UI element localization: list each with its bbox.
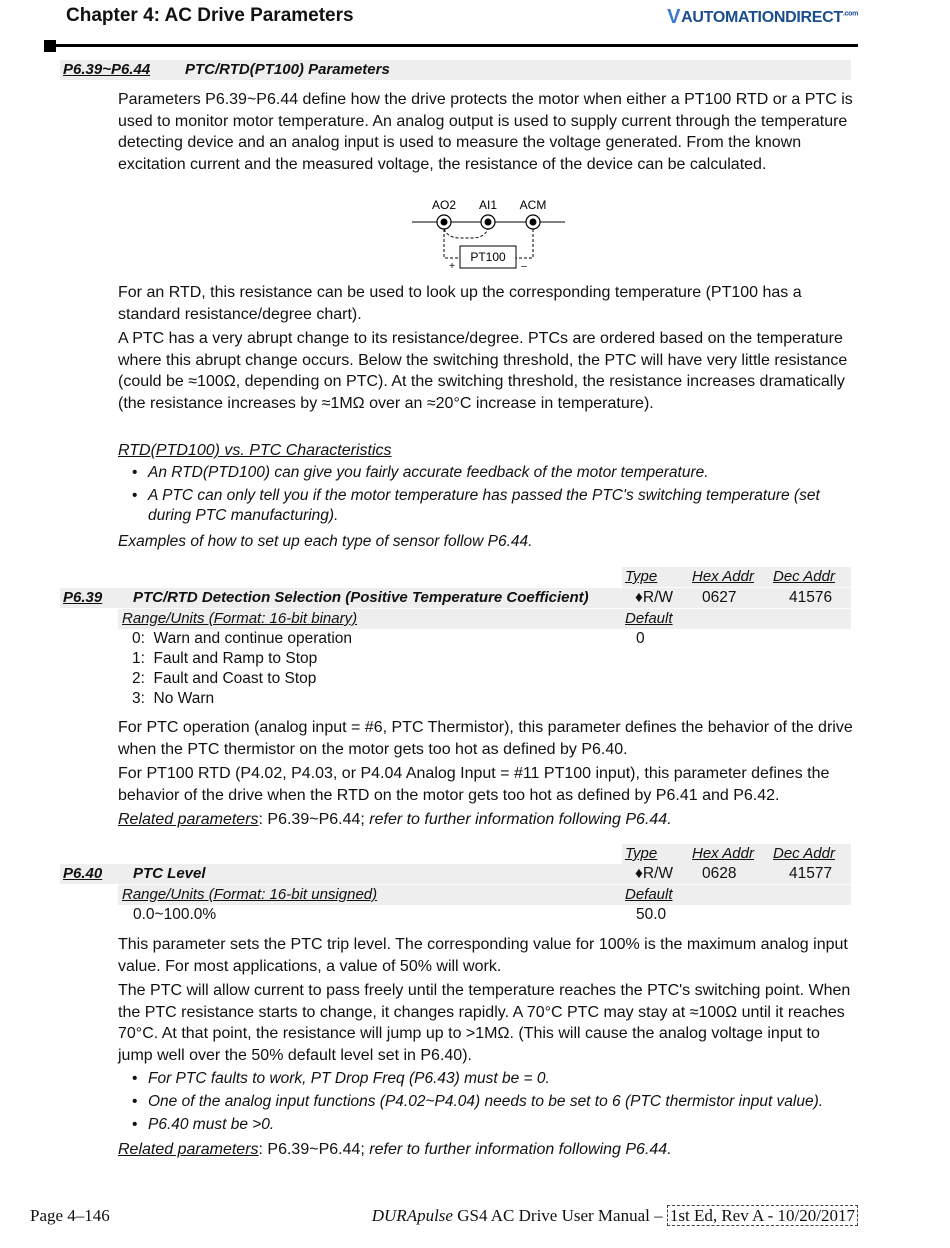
section-bar-main	[60, 60, 851, 80]
p640-type: ♦R/W	[635, 865, 674, 882]
p639-range-label: Range/Units (Format: 16-bit binary)	[122, 610, 358, 627]
p639-dec: 41576	[789, 589, 833, 606]
list-item: • For PTC faults to work, PT Drop Freq (P6.43) must be = 0.	[130, 1069, 855, 1089]
p639-desc-ptc: For PTC operation (analog input = #6, PTC Thermistor), this parameter defines the behavior of the drive when the PTC thermistor on the motor gets too hot as defined by P6.40.	[118, 719, 853, 758]
examples-note: Examples of how to set up each type of sensor follow P6.44.	[118, 533, 533, 550]
p640-hex: 0628	[702, 865, 737, 882]
list-item: 1: Fault and Ramp to Stop	[132, 650, 318, 667]
automationdirect-logo	[667, 6, 858, 29]
footer-brand: DURApulse	[371, 1206, 453, 1225]
p639-desc-rtd: For PT100 RTD (P4.02, P4.03, or P4.04 Analog Input = #11 PT100 input), this parameter defines the behavior of the drive when the RTD on the motor gets too hot as defined by P6.41 and P6.42.	[118, 765, 830, 804]
characteristics-title: RTD(PTD100) vs. PTC Characteristics	[118, 442, 392, 459]
header-rule-square	[44, 40, 56, 52]
terminal-label-acm: ACM	[519, 198, 547, 212]
p640-range-label: Range/Units (Format: 16-bit unsigned)	[122, 886, 378, 903]
logo-v-icon: V	[667, 6, 681, 28]
p639-type: ♦R/W	[635, 589, 674, 606]
related-label: Related parameters	[118, 811, 259, 828]
p640-name: PTC Level	[133, 865, 206, 882]
related-params: : P6.39~P6.44;	[258, 811, 370, 828]
p639-type-header: Type	[625, 568, 658, 585]
list-item: 2: Fault and Coast to Stop	[132, 670, 317, 687]
list-item: • One of the analog input functions (P4.02~P4.04) needs to be set to 6 (PTC thermistor input value).	[130, 1092, 855, 1112]
p639-dec-header: Dec Addr	[773, 568, 835, 585]
p639-name: PTC/RTD Detection Selection (Positive Temperature Coefficient)	[133, 589, 589, 606]
p640-type-header: Type	[625, 845, 658, 862]
list-item: 3: No Warn	[132, 690, 215, 707]
terminal-label-ao2: AO2	[431, 198, 457, 212]
wire-jumper	[444, 229, 488, 238]
footer-revision: 1st Ed, Rev A - 10/20/2017	[667, 1205, 858, 1226]
section-name: PTC/RTD(PT100) Parameters	[185, 61, 390, 78]
pt100-wiring-diagram	[410, 196, 570, 272]
plus-sign: +	[449, 261, 455, 272]
footer-manual: GS4 AC Drive User Manual –	[452, 1206, 667, 1225]
p640-desc-ptc: The PTC will allow current to pass freely until the temperature reaches the PTC's switching point. When the PTC resistance starts to change, it changes rapidly. A 70°C PTC may stay at ≈100Ω until it reaches 70°C. At that point, the resistance will jump up to >1MΩ. (This will cause the analog voltage input to jump well over the 50% default level set in P6.40).	[118, 982, 851, 1064]
related-label: Related parameters	[118, 1141, 259, 1158]
p640-default-header: Default	[625, 886, 673, 903]
p640-range-value: 0.0~100.0%	[133, 906, 217, 923]
ptc-paragraph: A PTC has a very abrupt change to its resistance/degree. PTCs are ordered based on the temperature where this abrupt change occurs. Below the switching threshold, the PTC will have very little resistance (could be ≈100Ω, depending on PTC). At the switching threshold, the resistance increases dramatically (the resistance increases by ≈1MΩ over an ≈20°C increase in temperature).	[118, 330, 848, 412]
p639-default-header: Default	[625, 610, 673, 627]
intro-paragraph: Parameters P6.39~P6.44 define how the drive protects the motor when either a PT100 RTD or a PTC is used to monitor motor temperature. An analog output is used to supply current through the temperature detecting device and an analog input is used to measure the voltage generated. From the known excitation current and the measured voltage, the resistance of the device can be calculated.	[118, 91, 853, 173]
logo-suffix: .com	[842, 10, 858, 18]
p640-default: 50.0	[636, 906, 667, 923]
p639-options	[132, 629, 352, 709]
related-note: refer to further information following P6.44.	[369, 1141, 672, 1158]
p640-notes	[130, 1069, 855, 1138]
related-note: refer to further information following P6.44.	[369, 811, 672, 828]
p639-default: 0	[636, 630, 645, 647]
logo-text: AUTOMATIONDIRECT	[681, 9, 843, 26]
minus-sign: –	[521, 261, 527, 272]
pt100-label: PT100	[470, 250, 506, 264]
p640-id: P6.40	[63, 865, 103, 882]
chapter-title: Chapter 4: AC Drive Parameters	[66, 5, 354, 26]
p640-desc-trip: This parameter sets the PTC trip level. The corresponding value for 100% is the maximum analog input value. For most applications, a value of 50% will work.	[118, 936, 848, 975]
p640-dec: 41577	[789, 865, 833, 882]
list-item: 0: Warn and continue operation	[132, 630, 353, 647]
footer-manual-title	[372, 1206, 858, 1226]
p639-hex: 0627	[702, 589, 737, 606]
wire-ao2	[444, 229, 460, 258]
p640-hex-header: Hex Addr	[692, 845, 754, 862]
characteristics-list	[130, 463, 855, 529]
page-number: Page 4–146	[30, 1206, 110, 1225]
header-rule	[44, 44, 858, 47]
p640-related	[118, 1139, 854, 1161]
p639-id: P6.39	[63, 589, 103, 606]
rtd-paragraph: For an RTD, this resistance can be used to look up the corresponding temperature (PT100 has a standard resistance/degree chart).	[118, 284, 802, 323]
section-id: P6.39~P6.44	[63, 61, 151, 78]
related-params: : P6.39~P6.44;	[258, 1141, 370, 1158]
p640-dec-header: Dec Addr	[773, 845, 835, 862]
list-item: • A PTC can only tell you if the motor temperature has passed the PTC's switching temperature (set during PTC manufacturing).	[130, 486, 855, 526]
terminal-label-ai1: AI1	[478, 198, 498, 212]
wire-acm	[516, 229, 533, 258]
list-item: • An RTD(PTD100) can give you fairly accurate feedback of the motor temperature.	[130, 463, 855, 483]
list-item: • P6.40 must be >0.	[130, 1115, 855, 1135]
p639-hex-header: Hex Addr	[692, 568, 754, 585]
p639-related	[118, 809, 854, 831]
